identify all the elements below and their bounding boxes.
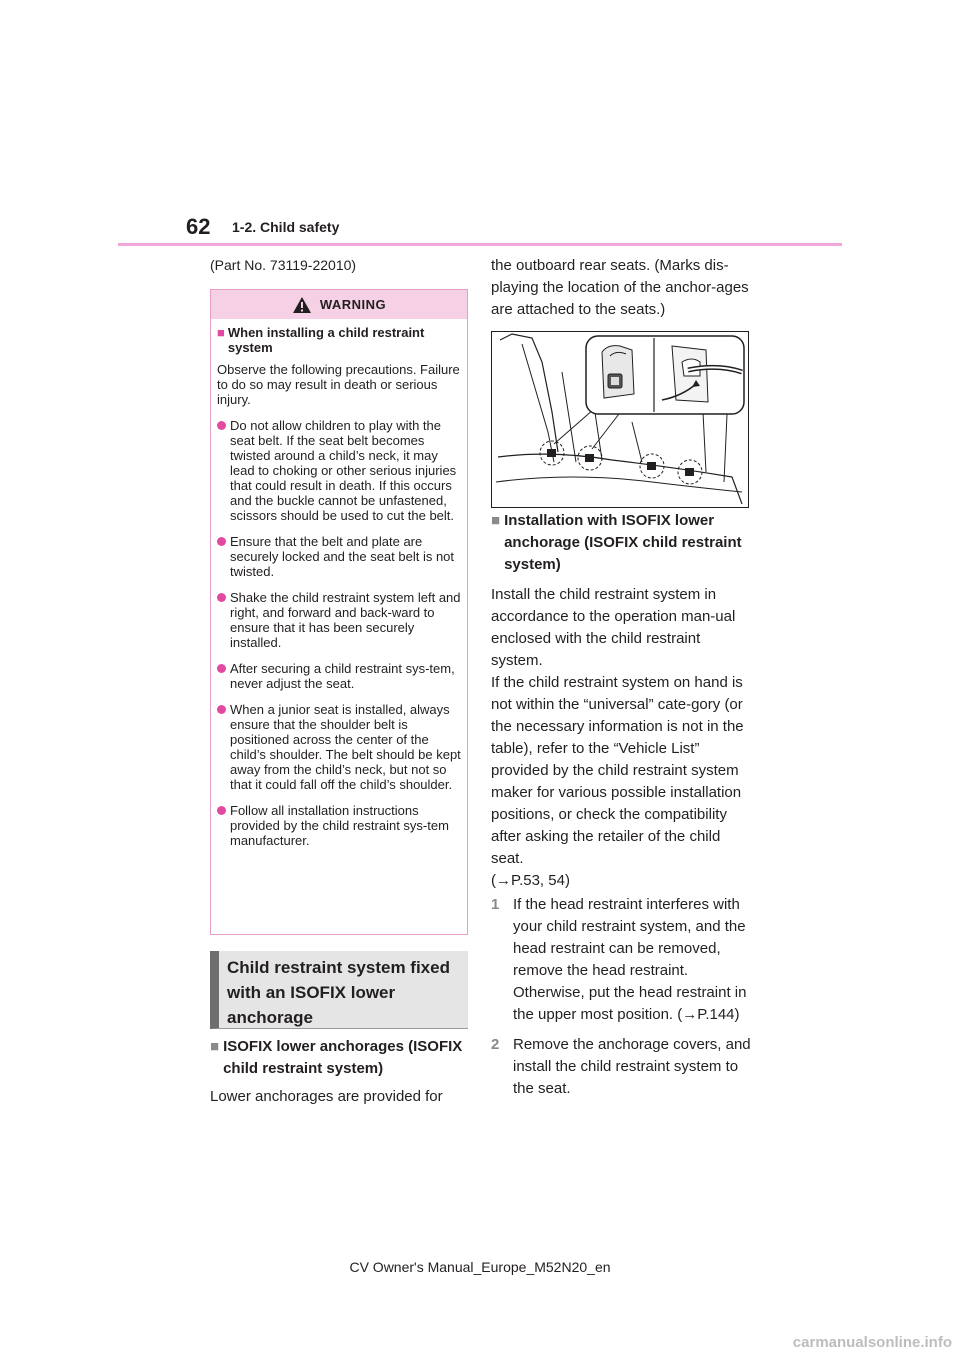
square-bullet-icon: ■ <box>491 512 501 529</box>
bullet-dot-icon <box>217 705 226 714</box>
footer: CV Owner's Manual_Europe_M52N20_en <box>349 1259 611 1275</box>
warning-triangle-icon <box>292 296 312 314</box>
header-divider <box>118 243 842 246</box>
watermark: carmanualsonline.info <box>792 1334 952 1351</box>
anchorages-subheading-text: ISOFIX lower anchorages (ISOFIX child restraint system) <box>223 1038 463 1077</box>
step-item <box>491 894 751 1026</box>
warning-item <box>217 534 461 579</box>
warning-subheading-text: When installing a child restraint system <box>227 325 425 355</box>
anchorages-text-left: Lower anchorages are provided for <box>210 1088 443 1105</box>
isofix-anchorage-illustration <box>491 331 749 508</box>
warning-item <box>217 418 461 523</box>
part-number: (Part No. 73119-22010) <box>210 257 357 273</box>
warning-item <box>217 702 461 792</box>
anchorages-text-right: the outboard rear seats. (Marks dis-playing the location of the anchor-ages are attached to the seats.) <box>491 257 749 318</box>
page-number: 62 <box>186 214 211 239</box>
installation-subheading <box>491 510 751 576</box>
bullet-dot-icon <box>217 537 226 546</box>
installation-section <box>491 510 751 1100</box>
installation-text: Install the child restraint system in accordance to the operation man-ual enclosed with the child restraint system. <box>491 586 736 669</box>
step-text: If the head restraint interferes with your child restraint system, and the head restraint can be removed, remove the head restraint. Otherwise, put the head restraint in the upper most position. (→P.144) <box>513 896 747 1023</box>
warning-box <box>210 289 468 935</box>
warning-item-text: After securing a child restraint sys-tem, never adjust the seat. <box>230 661 455 691</box>
bullet-dot-icon <box>217 664 226 673</box>
warning-header <box>211 290 467 319</box>
warning-item <box>217 590 461 650</box>
installation-text-2: If the child restraint system on hand is not within the “universal” cate-gory (or the necessary information is not in the table), refer to the “Vehicle List” provided by the child restraint system maker for various possible installation positions, or check the compatibility after asking the retailer of the child seat. <box>491 674 744 867</box>
anchorages-section <box>210 1036 468 1108</box>
bullet-dot-icon <box>217 806 226 815</box>
warning-item-text: Follow all installation instructions provided by the child restraint sys-tem manufacturer. <box>230 803 449 848</box>
anchorages-subheading <box>210 1036 468 1080</box>
square-bullet-icon: ■ <box>210 1038 220 1055</box>
warning-title: WARNING <box>319 297 387 312</box>
page-reference: (→P.53, 54) <box>491 872 570 889</box>
warning-item <box>217 661 461 691</box>
warning-item-text: Shake the child restraint system left and right, and forward and back-ward to ensure that it has been securely installed. <box>230 590 461 650</box>
square-bullet-icon: ■ <box>217 325 225 340</box>
bullet-dot-icon <box>217 421 226 430</box>
step-item <box>491 1034 751 1100</box>
step-number: 2 <box>491 1036 500 1053</box>
bullet-dot-icon <box>217 593 226 602</box>
step-number: 1 <box>491 896 500 913</box>
warning-item-text: Do not allow children to play with the seat belt. If the seat belt becomes twisted around a child’s neck, it may lead to choking or other serious injuries that could result in death. If this occurs and the buckle cannot be unfastened, scissors should be used to cut the belt. <box>230 418 457 523</box>
isofix-section-heading: Child restraint system fixed with an ISOFIX lower anchorage <box>210 951 468 1029</box>
warning-item-text: When a junior seat is installed, always ensure that the shoulder belt is positioned across the center of the child’s shoulder. The belt should be kept away from the child’s neck, but not so that it could fall off the child’s shoulder. <box>230 702 461 792</box>
installation-subheading-text: Installation with ISOFIX lower anchorage (ISOFIX child restraint system) <box>504 512 742 573</box>
step-text: Remove the anchorage covers, and install the child restraint system to the seat. <box>513 1036 751 1097</box>
warning-item <box>217 803 461 848</box>
warning-subheading <box>217 325 461 355</box>
warning-intro: Observe the following precautions. Failure to do so may result in death or serious injury. <box>217 362 460 407</box>
rear-seat-illustration <box>492 332 748 507</box>
section-title: 1-2. Child safety <box>232 219 340 235</box>
warning-item-text: Ensure that the belt and plate are securely locked and the seat belt is not twisted. <box>230 534 455 579</box>
